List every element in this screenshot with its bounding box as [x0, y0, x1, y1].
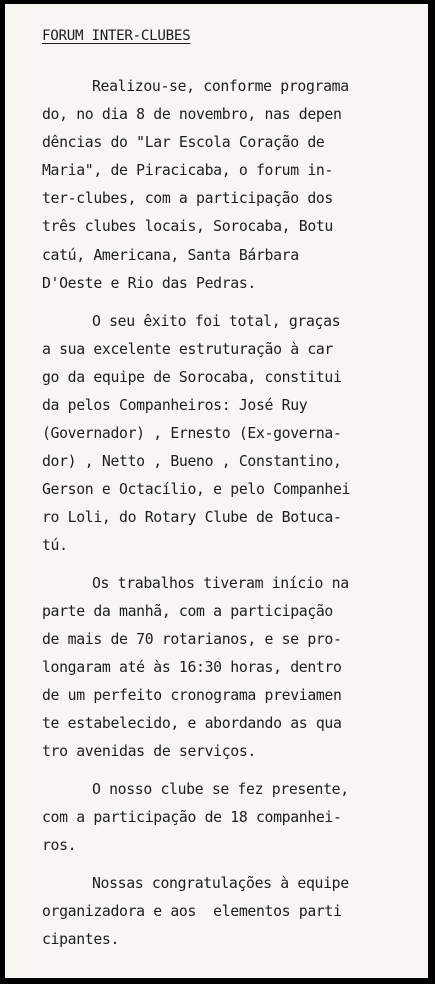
- paragraph-4-line-1: O nosso clube se fez presente,: [92, 781, 349, 798]
- document-title: FORUM INTER-CLUBES: [42, 28, 191, 44]
- paragraph-2-line-7: Gerson e Octacílio, e pelo Companhei: [42, 481, 351, 498]
- paragraph-2-line-9: tú.: [42, 537, 68, 554]
- paragraph-5-line-3: cipantes.: [42, 931, 120, 948]
- paragraph-2-line-6: dor) , Netto , Bueno , Constantino,: [42, 453, 342, 470]
- paragraph-1-line-2: do, no dia 8 de novembro, nas depen: [42, 106, 342, 123]
- paragraph-1-line-7: catú, Americana, Santa Bárbara: [42, 247, 299, 264]
- typewritten-page: [5, 4, 428, 978]
- paragraph-2-line-8: ro Loli, do Rotary Clube de Botuca-: [42, 509, 342, 526]
- paragraph-2-line-3: go da equipe de Sorocaba, constitui: [42, 369, 342, 386]
- paragraph-3-line-4: longaram até às 16:30 horas, dentro: [42, 659, 342, 676]
- paragraph-1-line-6: três clubes locais, Sorocaba, Botu: [42, 218, 333, 235]
- paragraph-3-line-2: parte da manhã, com a participação: [42, 603, 333, 620]
- paragraph-3-line-3: de mais de 70 rotarianos, e se pro-: [42, 631, 342, 648]
- paragraph-3-line-7: tro avenidas de serviços.: [42, 743, 256, 760]
- paragraph-5-line-1: Nossas congratulações à equipe: [92, 875, 349, 892]
- paragraph-2-line-1: O seu êxito foi total, graças: [92, 313, 341, 330]
- paragraph-3-line-6: te estabelecido, e abordando as qua: [42, 715, 342, 732]
- paragraph-3-line-1: Os trabalhos tiveram início na: [92, 575, 349, 592]
- paragraph-5-line-2: organizadora e aos elementos parti: [42, 903, 342, 920]
- paragraph-1-line-1: Realizou-se, conforme programa: [92, 78, 349, 95]
- paragraph-1-line-3: dências do "Lar Escola Coração de: [42, 134, 325, 151]
- paragraph-4-line-2: com a participação de 18 companhei-: [42, 809, 342, 826]
- paragraph-2-line-2: a sua excelente estruturação à car: [42, 341, 333, 358]
- paragraph-1-line-5: ter-clubes, com a participação dos: [42, 190, 333, 207]
- paragraph-1-line-4: Maria", de Piracicaba, o forum in-: [42, 162, 333, 179]
- paragraph-2-line-5: (Governador) , Ernesto (Ex-governa-: [42, 425, 342, 442]
- paragraph-2-line-4: da pelos Companheiros: José Ruy: [42, 397, 308, 414]
- paragraph-1-line-8: D'Oeste e Rio das Pedras.: [42, 275, 256, 292]
- paragraph-3-line-5: de um perfeito cronograma previamen: [42, 687, 342, 704]
- paragraph-4-line-3: ros.: [42, 837, 77, 854]
